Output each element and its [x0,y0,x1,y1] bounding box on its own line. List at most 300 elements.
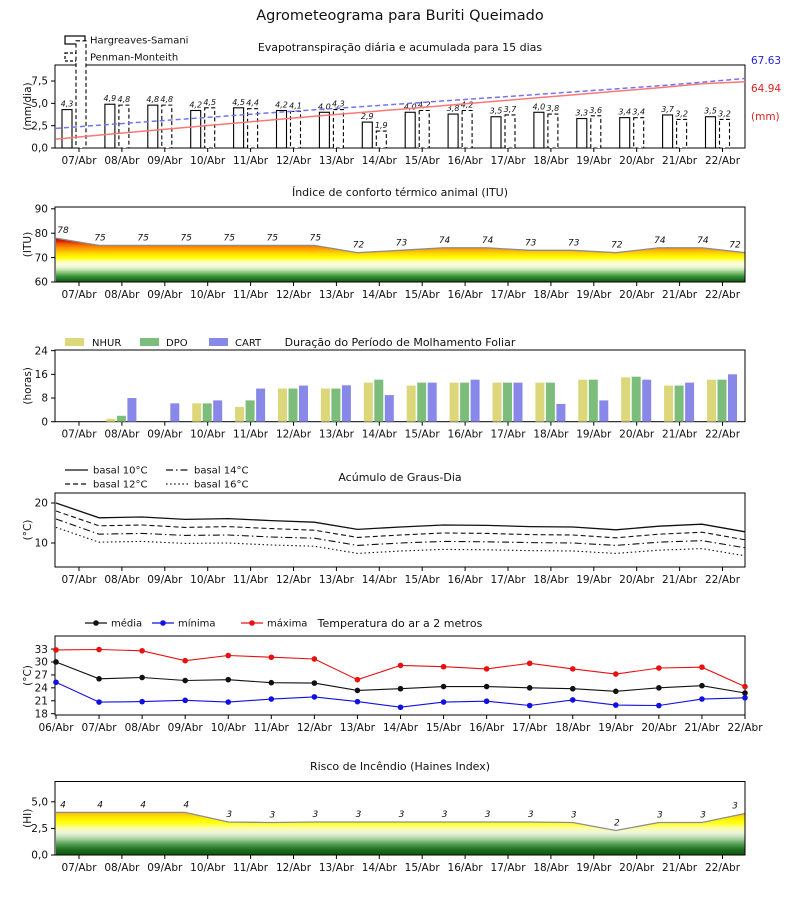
data-point [570,697,576,703]
point-label: 74 [654,235,666,246]
nhur-bar [578,380,587,422]
eto-bar [534,112,544,148]
x-tick-label: 12/Abr [275,862,312,874]
point-label: 4 [183,800,190,811]
data-point [441,664,447,670]
y-tick-label: 27 [34,669,48,682]
x-tick-label: 20/Abr [641,722,677,734]
bar-label: 3,5 [704,106,717,116]
data-point [699,664,705,670]
data-point [398,704,404,710]
bar-label: 4,9 [103,94,117,104]
nhur-bar [621,377,630,421]
bar-label: 3,6 [589,105,603,115]
y-tick-label: 2,5 [31,120,48,133]
legend-label: mínima [178,618,216,630]
cart-bar [299,386,308,422]
x-tick-label: 13/Abr [318,428,354,441]
bar-label: 4,0 [318,102,331,112]
y-tick-label: 0,0 [31,142,48,155]
point-label: 72 [729,240,741,251]
x-tick-label: 11/Abr [233,574,269,586]
x-tick-label: 10/Abr [190,862,226,874]
x-tick-label: 16/Abr [469,722,505,734]
bar-label: 4,2 [460,100,474,110]
point-label: 2 [613,818,620,829]
bar-label: 4,2 [189,100,203,110]
x-tick-label: 15/Abr [404,428,440,441]
x-tick-label: 10/Abr [190,574,226,586]
data-point [139,675,145,681]
data-point [312,656,318,662]
cart-bar [556,404,565,422]
eto-bar [162,105,172,148]
cart-bar [213,400,222,421]
bar-label: 3,4 [632,107,646,117]
x-tick-label: 07/Abr [61,289,97,301]
y-axis-label: (HI) [22,808,34,828]
axes-box [55,493,745,567]
x-tick-label: 20/Abr [619,428,655,441]
point-label: 3 [527,810,534,821]
point-label: 75 [137,233,149,244]
legend-label: DPO [166,338,188,349]
nhur-bar [664,386,673,422]
y-axis-label: (°C) [22,665,34,686]
x-tick-label: 20/Abr [619,155,655,167]
x-tick-label: 22/Abr [704,574,741,586]
x-tick-label: 15/Abr [404,289,440,301]
x-tick-label: 11/Abr [233,155,269,167]
data-point [527,660,533,666]
y-tick-label: 2,5 [31,823,48,836]
data-point [225,653,231,659]
eto-bar [634,118,644,148]
x-tick-label: 22/Abr [704,428,741,441]
x-tick-label: 18/Abr [533,862,569,874]
nhur-bar [106,419,115,422]
data-point [53,647,59,653]
cart-bar [599,400,608,421]
x-tick-label: 21/Abr [662,574,698,586]
degree-day-line [56,511,745,540]
chart-title: Índice de conforto térmico animal (ITU) [291,186,509,199]
x-tick-label: 14/Abr [361,289,397,301]
bar-label: 1,9 [374,121,388,131]
y-tick-label: 90 [34,203,48,216]
point-label: 72 [352,240,365,251]
data-point [656,703,662,709]
x-tick-label: 11/Abr [233,862,269,874]
bar-label: 4,0 [532,102,546,112]
x-tick-label: 09/Abr [147,289,183,301]
dpo-bar [417,383,426,422]
y-tick-label: 5,0 [31,98,48,111]
y-tick-label: 70 [34,252,48,265]
data-point [484,684,490,690]
x-tick-label: 10/Abr [210,722,246,734]
legend-marker [160,620,166,626]
cart-bar [685,383,694,422]
x-tick-label: 08/Abr [104,289,140,301]
x-tick-label: 13/Abr [318,289,354,301]
x-tick-label: 08/Abr [104,574,140,586]
x-tick-label: 17/Abr [490,155,526,167]
y-tick-label: 21 [34,695,48,708]
y-axis-label: (ITU) [22,231,34,258]
data-point [656,665,662,671]
data-point [699,683,705,689]
data-point [139,648,145,654]
point-label: 73 [524,238,537,249]
dpo-bar [632,377,641,422]
x-tick-label: 14/Abr [361,574,397,586]
eto-bar [76,41,86,148]
x-tick-label: 20/Abr [619,289,655,301]
eto-bar [362,122,372,148]
point-label: 3 [269,810,276,821]
x-tick-label: 12/Abr [275,428,312,441]
point-label: 4 [60,800,66,811]
x-tick-label: 12/Abr [296,722,332,734]
x-tick-label: 21/Abr [662,428,698,441]
x-tick-label: 13/Abr [318,574,354,586]
cart-bar [428,383,437,422]
legend-swatch [65,338,84,346]
cumulative-total: 64.94 [751,83,782,95]
point-label: 74 [481,235,494,246]
x-tick-label: 22/Abr [704,862,741,874]
legend-label: basal 10°C [93,465,148,477]
page-title: Agrometeograma para Buriti Queimado [256,8,544,24]
point-label: 75 [180,233,192,244]
bar-label: 4,0 [403,102,417,112]
data-point [441,699,447,705]
legend-label: basal 16°C [194,479,249,491]
x-tick-label: 10/Abr [190,155,226,167]
x-tick-label: 11/Abr [233,289,269,301]
eto-bar [620,118,630,148]
eto-bar [234,108,244,148]
eto-bar [419,110,429,148]
bar-label: 3,4 [618,107,632,117]
x-tick-label: 18/Abr [555,722,591,734]
eto-bar [677,119,687,148]
point-label: 73 [568,238,580,249]
data-point [53,679,59,685]
eto-bar [62,110,72,148]
x-tick-label: 18/Abr [533,289,569,301]
cart-bar [385,395,394,422]
point-label: 75 [94,233,106,244]
eto-bar [191,110,201,148]
bar-label: 3,8 [546,104,560,114]
dpo-bar [675,386,684,422]
point-label: 73 [395,238,408,249]
x-tick-label: 14/Abr [361,155,397,167]
y-tick-label: 7,5 [31,75,48,88]
dpo-bar [503,383,512,422]
bar-label: 3,2 [718,109,731,119]
eto-bar [706,117,716,148]
data-point [182,658,188,664]
cart-bar [127,398,136,422]
axes-box [55,636,745,715]
chart-molhamento-foliar [22,336,745,441]
chart-title: Duração do Período de Molhamento Foliar [284,336,516,349]
x-tick-label: 09/Abr [147,155,183,167]
x-tick-label: 12/Abr [275,574,312,586]
dpo-bar [246,400,255,421]
eto-bar [148,105,158,148]
x-tick-label: 21/Abr [662,289,698,301]
y-tick-label: 18 [34,708,48,721]
x-tick-label: 08/Abr [104,155,140,167]
bar-label: 4,8 [160,95,174,105]
data-point [570,686,576,692]
point-label: 75 [266,233,279,244]
x-tick-label: 07/Abr [61,574,97,586]
nhur-bar [707,380,716,422]
nhur-bar [535,383,544,422]
data-point [96,647,102,653]
bar-label: 3,3 [575,108,589,118]
data-point [182,698,188,704]
cart-bar [728,374,737,421]
x-tick-label: 15/Abr [426,722,462,734]
x-tick-label: 07/Abr [61,428,97,441]
eto-bar [548,114,558,148]
point-label: 72 [611,240,623,251]
point-label: 3 [226,810,233,821]
point-label: 4 [140,800,146,811]
x-tick-label: 21/Abr [684,722,720,734]
point-label: 3 [570,810,577,821]
x-tick-label: 09/Abr [147,862,183,874]
dpo-bar [374,380,383,422]
data-point [355,688,361,694]
dpo-bar [460,383,469,422]
nhur-bar [235,407,244,422]
bar-label: 3,2 [675,109,688,119]
bar-label: 3,7 [503,104,517,114]
data-point [269,696,275,702]
nhur-bar [321,389,330,422]
x-tick-label: 12/Abr [275,155,312,167]
point-label: 3 [441,810,448,821]
data-point [742,684,748,690]
data-point [527,685,533,691]
cart-bar [514,383,523,422]
x-tick-label: 18/Abr [533,155,569,167]
eto-bar [405,112,415,148]
eto-bar [720,119,730,148]
data-point [613,702,619,708]
dpo-bar [718,380,727,422]
eto-bar [205,108,215,148]
x-tick-label: 18/Abr [533,428,569,441]
y-tick-label: 0,0 [31,849,48,862]
bar-label: 4,1 [289,101,302,111]
chart-itu [22,186,745,301]
dpo-bar [331,389,340,422]
data-point [742,695,748,701]
dpo-bar [203,403,212,421]
legend-marker [93,620,99,626]
point-label: 78 [57,226,69,237]
point-label: 3 [732,801,738,812]
y-tick-label: 0 [41,416,48,429]
x-tick-label: 15/Abr [404,862,440,874]
x-tick-label: 10/Abr [190,428,226,441]
data-point [269,654,275,660]
x-tick-label: 15/Abr [404,574,440,586]
eto-bar [505,115,515,148]
dpo-bar [117,416,126,422]
legend-marker [249,620,255,626]
x-tick-label: 16/Abr [447,862,483,874]
x-tick-label: 16/Abr [447,289,483,301]
point-label: 3 [398,810,405,821]
data-point [570,666,576,672]
data-point [312,680,318,686]
x-tick-label: 09/Abr [147,574,183,586]
x-tick-label: 19/Abr [576,862,612,874]
x-tick-label: 21/Abr [662,862,698,874]
chart-title: Acúmulo de Graus-Dia [338,471,462,484]
degree-day-line [56,503,745,532]
legend-label: basal 14°C [194,465,249,477]
data-point [53,659,59,665]
cart-bar [342,385,351,421]
x-tick-label: 06/Abr [38,722,74,734]
x-tick-label: 20/Abr [619,574,655,586]
point-label: 74 [438,235,451,246]
data-point [613,688,619,694]
x-tick-label: 07/Abr [61,862,97,874]
data-point [398,686,404,692]
legend-label: máxima [267,618,308,630]
x-tick-label: 21/Abr [662,155,698,167]
axes-box [55,350,745,422]
y-tick-label: 8 [41,392,48,405]
x-tick-label: 10/Abr [190,289,226,301]
data-point [613,671,619,677]
cumulative-total: 67.63 [751,55,782,67]
nhur-bar [364,383,373,422]
x-tick-label: 11/Abr [253,722,289,734]
bar-label: 4,2 [417,100,431,110]
chart-title: Evapotranspiração diária e acumulada para 15 dias [257,41,543,54]
eto-bar [119,105,129,148]
point-label: 3 [312,810,319,821]
legend-label: Penman-Monteith [90,52,179,64]
x-tick-label: 08/Abr [124,722,160,734]
data-point [398,663,404,669]
bar-label: 4,2 [275,100,288,110]
legend-label: basal 12°C [93,479,148,491]
bar-label: 4,3 [332,99,345,109]
legend-swatch [209,338,228,346]
nhur-bar [493,383,502,422]
x-tick-label: 17/Abr [490,428,526,441]
y-tick-label: 60 [34,276,48,289]
bar-label: 4,8 [146,95,160,105]
bar-label: 4,5 [232,97,245,107]
point-label: 75 [309,233,322,244]
x-tick-label: 22/Abr [727,722,763,734]
x-tick-label: 17/Abr [490,574,526,586]
eto-bar [491,117,501,148]
bar-label: 4,3 [60,99,74,109]
bar-label: 2,9 [360,112,374,122]
bar-label: 3,7 [661,104,674,114]
y-tick-label: 33 [34,643,48,656]
data-point [484,666,490,672]
x-tick-label: 14/Abr [382,722,419,734]
x-tick-label: 22/Abr [704,155,741,167]
data-point [441,684,447,690]
point-label: 74 [697,235,709,246]
data-point [225,677,231,683]
dpo-bar [589,380,598,422]
legend-swatch [140,338,159,346]
x-tick-label: 18/Abr [533,574,569,586]
data-point [355,677,361,683]
x-tick-label: 15/Abr [404,155,440,167]
legend-label: média [111,618,143,630]
cart-bar [642,380,651,422]
cart-bar [256,389,265,422]
x-tick-label: 19/Abr [598,722,634,734]
y-tick-label: 24 [34,682,48,695]
bar-label: 4,8 [117,95,131,105]
x-tick-label: 13/Abr [318,155,354,167]
chart-title: Temperatura do ar a 2 metros [317,617,483,630]
data-point [699,696,705,702]
x-tick-label: 19/Abr [576,155,612,167]
data-point [96,699,102,705]
x-tick-label: 13/Abr [318,862,354,874]
y-tick-label: 16 [34,369,48,382]
chart-title: Risco de Incêndio (Haines Index) [309,760,491,773]
y-axis-label: (°C) [22,519,34,541]
chart-evapotranspiracao [22,36,781,168]
data-point [139,699,145,705]
data-point [225,699,231,705]
right-axis-unit: (mm) [751,111,780,123]
nhur-bar [407,386,416,422]
eto-bar [277,110,287,148]
y-tick-label: 20 [34,497,48,510]
legend-label: NHUR [92,338,122,349]
x-tick-label: 16/Abr [447,155,483,167]
data-point [182,678,188,684]
nhur-bar [450,383,459,422]
x-tick-label: 08/Abr [104,428,140,441]
legend-label: Hargreaves-Samani [90,35,189,47]
point-label: 3 [657,810,663,821]
bar-label: 4,4 [246,98,259,108]
x-tick-label: 16/Abr [447,428,483,441]
y-tick-label: 10 [34,537,48,550]
x-tick-label: 14/Abr [361,428,397,441]
x-tick-label: 09/Abr [147,428,183,441]
x-tick-label: 14/Abr [361,862,397,874]
x-tick-label: 12/Abr [275,289,312,301]
y-tick-label: 80 [34,227,48,240]
x-tick-label: 22/Abr [704,289,741,301]
